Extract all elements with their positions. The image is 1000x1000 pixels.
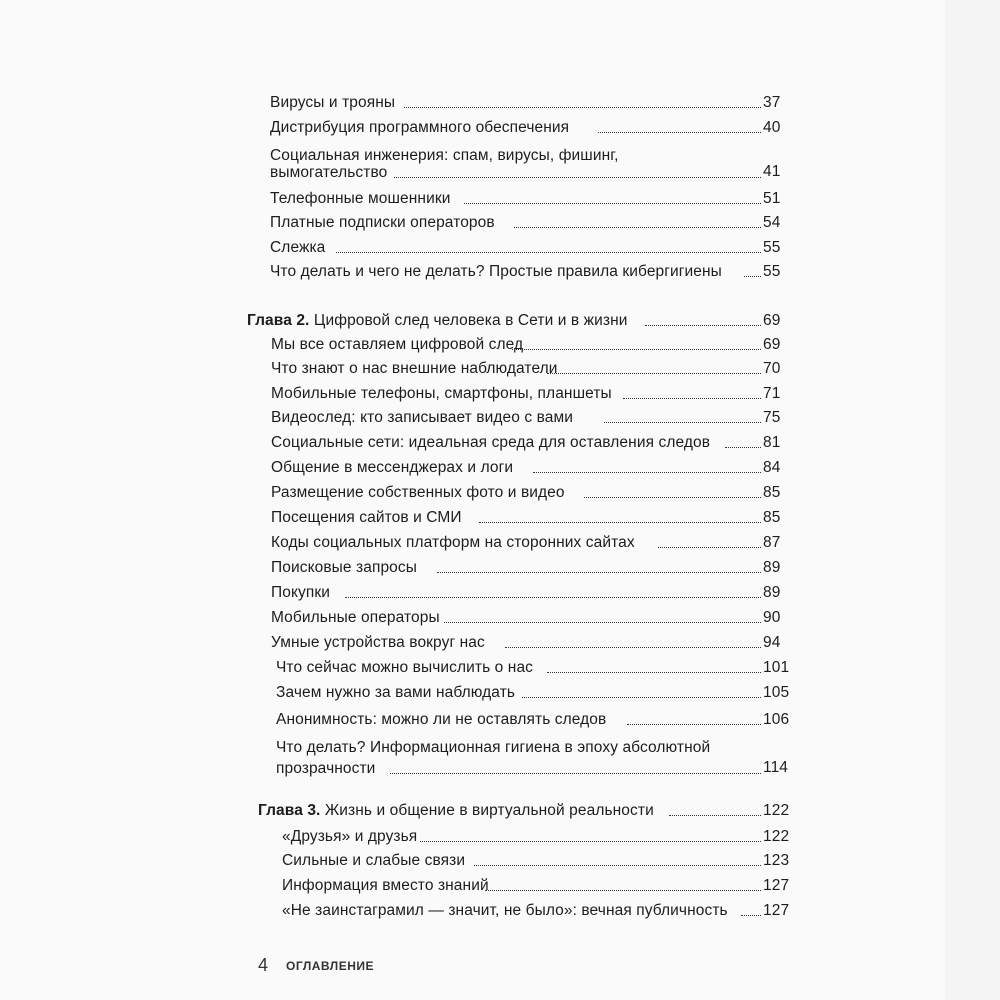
running-footer-section: ОГЛАВЛЕНИЕ	[286, 959, 375, 973]
toc-entry-page: 70	[763, 360, 781, 377]
toc-entry-title: Социальные сети: идеальная среда для оставления следов	[271, 434, 711, 451]
toc-entry-page: 85	[763, 484, 781, 501]
toc-entry-page: 94	[763, 634, 781, 651]
dot-leader	[604, 421, 761, 423]
page-number: 4	[258, 955, 269, 975]
toc-entry-page: 105	[763, 684, 790, 701]
dot-leader	[394, 176, 761, 178]
toc-entry-page: 81	[763, 434, 781, 451]
toc-entry-title: Размещение собственных фото и видео	[271, 484, 565, 501]
toc-entry-title: Покупки	[271, 584, 330, 601]
toc-entry-title: Сильные и слабые связи	[282, 852, 466, 869]
toc-entry-page: 37	[763, 94, 781, 111]
toc-entry-page: 51	[763, 190, 781, 207]
dot-leader	[437, 571, 761, 573]
dot-leader	[598, 131, 761, 133]
toc-entry-title: Вирусы и трояны	[270, 94, 396, 111]
toc-entry-title: Умные устройства вокруг нас	[271, 634, 485, 651]
toc-entry-title: «Друзья» и друзья	[282, 828, 418, 845]
dot-leader	[669, 814, 761, 816]
dot-leader	[479, 521, 761, 523]
toc-entry-title: Коды социальных платформ на сторонних сайтах	[271, 534, 635, 551]
dot-leader	[420, 840, 761, 842]
toc-entry-title-line1: Что делать? Информационная гигиена в эпоху абсолютной	[276, 739, 711, 756]
toc-entry-title: Информация вместо знаний	[282, 877, 489, 894]
toc-chapter-title: Жизнь и общение в виртуальной реальности	[324, 802, 654, 819]
toc-entry-title: Платные подписки операторов	[270, 214, 495, 231]
dot-leader	[547, 372, 761, 374]
toc-entry-title: Что делать и чего не делать? Простые правила кибергигиены	[270, 263, 722, 280]
toc-entry-title: «Не заинстаграмил — значит, не было»: вечная публичность	[282, 902, 728, 919]
dot-leader	[485, 889, 761, 891]
toc-entry-title: Что сейчас можно вычислить о нас	[276, 659, 534, 676]
dot-leader	[464, 202, 761, 204]
page-edge	[945, 0, 1000, 1000]
toc-entry-page: 90	[763, 609, 781, 626]
toc-entry-page: 75	[763, 409, 781, 426]
toc-entry-page: 87	[763, 534, 781, 551]
dot-leader	[741, 914, 761, 916]
toc-entry-title: Зачем нужно за вами наблюдать	[276, 684, 516, 701]
dot-leader	[522, 696, 761, 698]
toc-entry-title: Мобильные телефоны, смартфоны, планшеты	[271, 385, 612, 402]
dot-leader	[658, 546, 761, 548]
toc-entry-page: 101	[763, 659, 790, 676]
toc-entry-page: 85	[763, 509, 781, 526]
toc-entry-page: 122	[763, 828, 790, 845]
toc-entry-title: Анонимность: можно ли не оставлять следов	[276, 711, 607, 728]
dot-leader	[404, 106, 761, 108]
toc-entry-title: Поисковые запросы	[271, 559, 417, 576]
dot-leader	[505, 646, 761, 648]
toc-entry-title: Слежка	[270, 239, 326, 256]
toc-entry-page: 69	[763, 312, 781, 329]
toc-entry-page: 40	[763, 119, 781, 136]
dot-leader	[345, 596, 761, 598]
chapter-number: Глава 3.	[258, 802, 321, 819]
dot-leader	[390, 772, 761, 774]
toc-entry-page: 127	[763, 877, 790, 894]
dot-leader	[512, 348, 761, 350]
chapter-number: Глава 2.	[247, 312, 310, 329]
dot-leader	[474, 864, 761, 866]
toc-entry-title: прозрачности	[276, 760, 376, 777]
toc-entry-page: 71	[763, 385, 781, 402]
dot-leader	[584, 496, 761, 498]
toc-entry-title: Что знают о нас внешние наблюдатели	[271, 360, 558, 377]
toc-entry-page: 122	[763, 802, 790, 819]
toc-entry-title: Посещения сайтов и СМИ	[271, 509, 462, 526]
toc-entry-page: 55	[763, 263, 781, 280]
toc-entry-page: 69	[763, 336, 781, 353]
dot-leader	[514, 226, 761, 228]
toc-entry-page: 55	[763, 239, 781, 256]
toc-entry-page: 114	[763, 759, 789, 776]
toc-entry-page: 123	[763, 852, 790, 869]
toc-entry-page: 127	[763, 902, 790, 919]
toc-entry-page: 89	[763, 584, 781, 601]
dot-leader	[744, 275, 761, 277]
toc-entry-title: Мобильные операторы	[271, 609, 440, 626]
dot-leader	[444, 621, 761, 623]
dot-leader	[533, 471, 761, 473]
toc-chapter-title: Цифровой след человека в Сети и в жизни	[313, 312, 628, 329]
toc-entry-page: 89	[763, 559, 781, 576]
toc-entry-page: 84	[763, 459, 781, 476]
toc-entry-title: Общение в мессенджерах и логи	[271, 459, 514, 476]
toc-entry-title: Телефонные мошенники	[270, 190, 451, 207]
toc-entry-page: 106	[763, 711, 790, 728]
toc-entry-title-line1: Социальная инженерия: спам, вирусы, фишинг,	[270, 147, 619, 164]
toc-entry-title: вымогательство	[270, 164, 388, 181]
dot-leader	[547, 671, 761, 673]
toc-entry-page: 41	[763, 163, 781, 180]
dot-leader	[627, 723, 761, 725]
toc-entry-title: Видеослед: кто записывает видео с вами	[271, 409, 574, 426]
toc-entry-page: 54	[763, 214, 781, 231]
dot-leader	[645, 324, 761, 326]
toc-entry-title: Дистрибуция программного обеспечения	[270, 119, 570, 136]
toc-entry-title: Мы все оставляем цифровой след	[271, 336, 524, 353]
dot-leader	[623, 397, 761, 399]
dot-leader	[336, 251, 761, 253]
dot-leader	[725, 446, 761, 448]
